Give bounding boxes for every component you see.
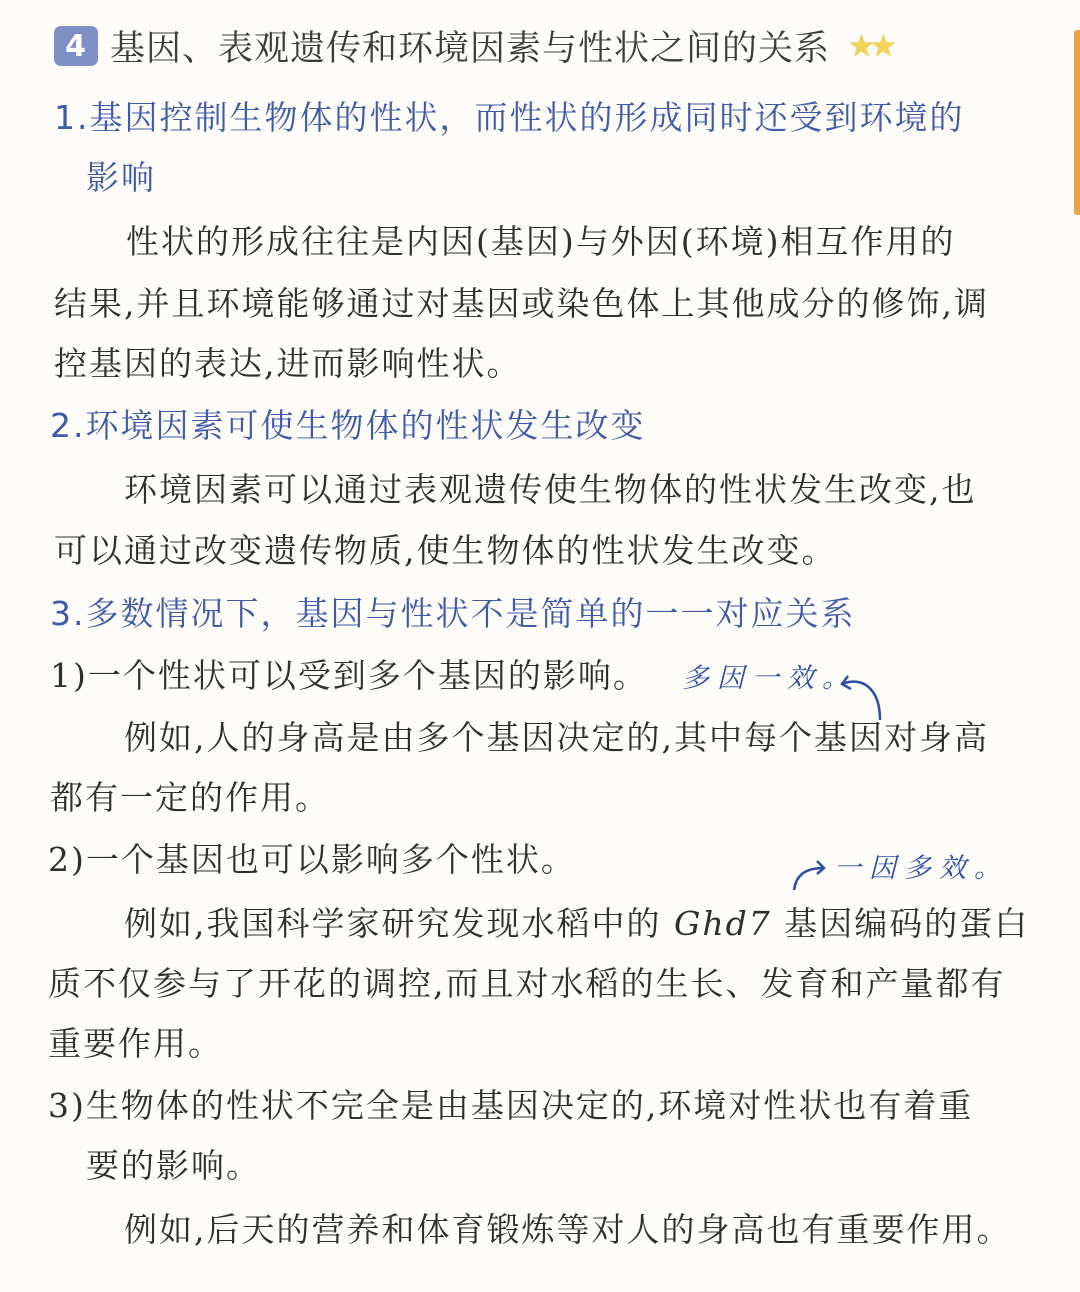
- example-text: 基因编码的蛋白: [784, 904, 1030, 943]
- list-item-1: 1)一个性状可以受到多个基因的影响。: [50, 656, 648, 695]
- list-item-3-line2: 要的影响。: [86, 1146, 261, 1185]
- example-line: 例如,人的身高是由多个基因决定的,其中每个基因对身高: [124, 718, 989, 757]
- paragraph-line: 可以通过改变遗传物质,使生物体的性状发生改变。: [54, 531, 837, 570]
- gene-name: Ghd7: [674, 904, 772, 943]
- example-line: 都有一定的作用。: [50, 778, 330, 817]
- section-number-badge: 4: [54, 26, 98, 66]
- example-line: 例如,后天的营养和体育锻炼等对人的身高也有重要作用。: [124, 1210, 1012, 1249]
- example-line: [124, 898, 1029, 945]
- section-heading-title: 基因、表观遗传和环境因素与性状之间的关系: [110, 29, 831, 69]
- subheading-3: 3.多数情况下，基因与性状不是简单的一一对应关系: [50, 594, 856, 633]
- page-edge-tab: [1074, 30, 1080, 215]
- example-line: 质不仅参与了开花的调控,而且对水稻的生长、发育和产量都有: [48, 964, 1006, 1003]
- handwritten-note-2: 一因多效。: [834, 853, 1009, 884]
- paragraph-line: 环境因素可以通过表观遗传使生物体的性状发生改变,也: [124, 470, 977, 509]
- paragraph-line: 控基因的表达,进而影响性状。: [54, 344, 522, 383]
- example-text: 例如,我国科学家研究发现水稻中的: [124, 904, 662, 943]
- section-heading: [54, 18, 898, 74]
- difficulty-stars: [848, 29, 898, 64]
- paragraph-line: 性状的形成往往是内因(基因)与外因(环境)相互作用的: [126, 222, 956, 261]
- subheading-1-line1: 1.基因控制生物体的性状，而性状的形成同时还受到环境的: [54, 98, 965, 137]
- paragraph-line: 结果,并且环境能够通过对基因或染色体上其他成分的修饰,调: [54, 284, 989, 323]
- star-icon: ★: [848, 28, 876, 64]
- handwritten-arrow-icon: [790, 858, 830, 892]
- subheading-1-line2: 影响: [86, 158, 156, 197]
- example-line: 重要作用。: [48, 1024, 223, 1063]
- subheading-2: 2.环境因素可使生物体的性状发生改变: [50, 406, 646, 445]
- handwritten-note-1: 多因一效。: [682, 663, 857, 694]
- list-item-2: 2)一个基因也可以影响多个性状。: [48, 840, 576, 879]
- list-item-3-line1: 3)生物体的性状不完全是由基因决定的,环境对性状也有着重: [48, 1086, 974, 1125]
- star-icon: ★: [869, 28, 898, 64]
